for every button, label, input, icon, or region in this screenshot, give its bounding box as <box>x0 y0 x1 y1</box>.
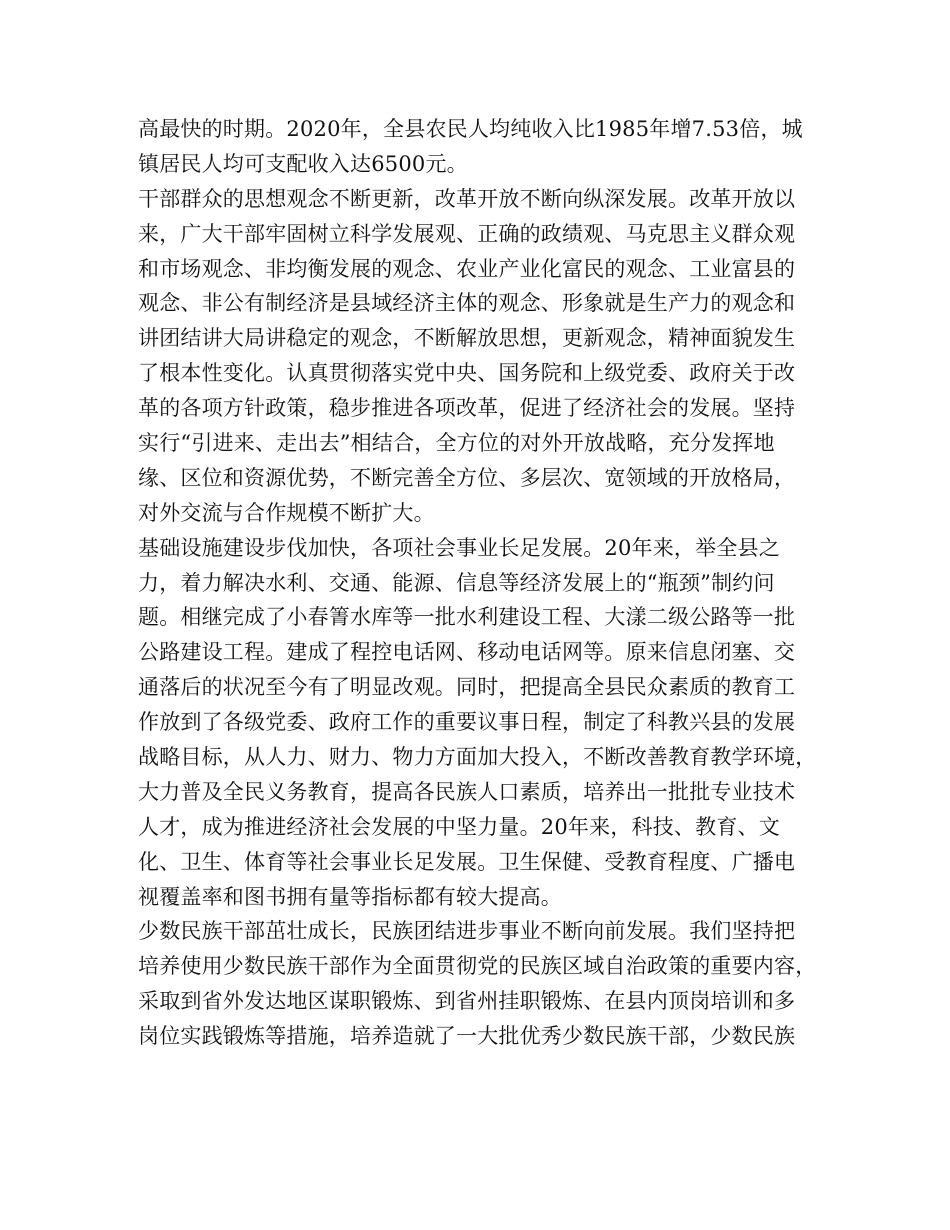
text-line: 讲团结讲大局讲稳定的观念，不断解放思想，更新观念，精神面貌发生 <box>138 326 796 351</box>
text-line: 了根本性变化。认真贯彻落实党中央、国务院和上级党委、政府关于改 <box>138 361 796 386</box>
text-line: 少数民族干部茁壮成长，民族团结进步事业不断向前发展。我们坚持把 <box>138 919 796 944</box>
text-line: 通落后的状况至今有了明显改观。同时，把提高全县民众素质的教育工 <box>138 675 796 700</box>
text-line: 大力普及全民义务教育，提高各民族人口素质，培养出一批批专业技术 <box>138 779 796 804</box>
text-line: 化、卫生、体育等社会事业长足发展。卫生保健、受教育程度、广播电 <box>138 849 796 874</box>
text-line: 作放到了各级党委、政府工作的重要议事日程，制定了科教兴县的发展 <box>138 710 796 735</box>
text-line: 题。相继完成了小春箐水库等一批水利建设工程、大漾二级公路等一批 <box>138 605 796 630</box>
text-line: 高最快的时期。2020年，全县农民人均纯收入比1985年增7.53倍，城 <box>138 117 803 141</box>
text-line: 革的各项方针政策，稳步推进各项改革，促进了经济社会的发展。坚持 <box>138 396 796 421</box>
text-line: 力，着力解决水利、交通、能源、信息等经济发展上的“瓶颈”制约问 <box>138 570 775 595</box>
text-line: 培养使用少数民族干部作为全面贯彻党的民族区域自治政策的重要内容， <box>138 954 817 979</box>
text-line: 人才，成为推进经济社会发展的中坚力量。20年来，科技、教育、文 <box>138 814 780 839</box>
text-line: 镇居民人均可支配收入达6500元。 <box>138 151 468 176</box>
text-line: 缘、区位和资源优势，不断完善全方位、多层次、宽领域的开放格局， <box>138 465 796 490</box>
text-line: 对外交流与合作规模不断扩大。 <box>138 500 435 525</box>
text-line: 视覆盖率和图书拥有量等指标都有较大提高。 <box>138 884 562 909</box>
text-line: 观念、非公有制经济是县域经济主体的观念、形象就是生产力的观念和 <box>138 291 796 316</box>
text-line: 干部群众的思想观念不断更新，改革开放不断向纵深发展。改革开放以 <box>138 186 796 211</box>
text-line: 和市场观念、非均衡发展的观念、农业产业化富民的观念、工业富县的 <box>138 256 796 281</box>
text-line: 来，广大干部牢固树立科学发展观、正确的政绩观、马克思主义群众观 <box>138 221 796 246</box>
text-line: 实行“引进来、走出去”相结合，全方位的对外开放战略，充分发挥地 <box>138 431 775 456</box>
text-line: 岗位实践锻炼等措施，培养造就了一大批优秀少数民族干部，少数民族 <box>138 1024 796 1049</box>
text-line: 基础设施建设步伐加快，各项社会事业长足发展。20年来，举全县之 <box>138 535 780 560</box>
text-line: 采取到省外发达地区谋职锻炼、到省州挂职锻炼、在县内顶岗培训和多 <box>138 989 796 1014</box>
text-line: 公路建设工程。建成了程控电话网、移动电话网等。原来信息闭塞、交 <box>138 640 796 665</box>
text-line: 战略目标，从人力、财力、物力方面加大投入，不断改善教育教学环境， <box>138 745 817 770</box>
document-body <box>138 112 818 1054</box>
